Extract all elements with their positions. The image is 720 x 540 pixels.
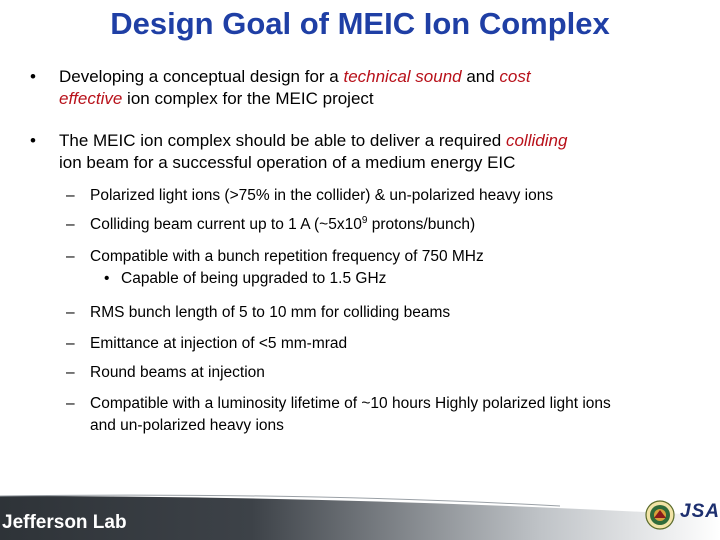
bullet-mark: • — [30, 131, 36, 150]
bullet-mark: • — [30, 67, 36, 86]
superscript: 9 — [361, 214, 368, 226]
bullet-line — [59, 66, 699, 88]
dash-mark: – — [66, 304, 75, 321]
dash-mark: – — [66, 335, 75, 352]
emphasis-text: cost — [499, 67, 531, 86]
sub-item-text: Polarized light ions (>75% in the collider) & un-polarized heavy ions — [90, 187, 554, 204]
doe-seal-icon — [645, 500, 675, 530]
bullet-line: and un-polarized heavy ions — [90, 417, 284, 434]
jefferson-lab-logo: Jefferson Lab — [2, 512, 127, 533]
sub-item-text: Emittance at injection of <5 mm-mrad — [90, 335, 348, 352]
sub-item-text: Capable of being upgraded to 1.5 GHz — [121, 270, 387, 287]
footer — [0, 476, 720, 540]
jsa-logo: JSA — [680, 501, 720, 522]
emphasis-text: colliding — [505, 131, 568, 150]
emphasis-text: technical sound — [343, 67, 462, 86]
bullet-mark: • — [104, 270, 110, 287]
sub-item-text — [90, 214, 702, 236]
dash-mark: – — [66, 216, 75, 233]
bullet-line — [59, 88, 699, 110]
dash-mark: – — [66, 364, 75, 381]
dash-mark: – — [66, 187, 75, 204]
dash-mark: – — [66, 248, 75, 265]
bullet-line — [59, 130, 699, 152]
bullet-text — [59, 66, 699, 110]
text-run: protons/bunch) — [367, 216, 476, 233]
dash-mark: – — [66, 395, 75, 412]
bullet-line: ion beam for a successful operation of a medium energy EIC — [59, 153, 516, 172]
text-run: and — [461, 67, 500, 86]
text-run: Colliding beam current up to 1 A (~5x10 — [90, 216, 362, 233]
text-run: The MEIC ion complex should be able to deliver a required — [59, 131, 506, 150]
sub-item-text: RMS bunch length of 5 to 10 mm for colliding beams — [90, 304, 451, 321]
sub-item-text — [90, 393, 702, 437]
sub-item-text: Compatible with a bunch repetition frequency of 750 MHz — [90, 248, 484, 265]
slide-title: Design Goal of MEIC Ion Complex — [110, 6, 610, 41]
text-run: ion complex for the MEIC project — [122, 89, 374, 108]
emphasis-text: effective — [59, 89, 123, 108]
bullet-text — [59, 130, 699, 174]
text-run: Developing a conceptual design for a — [59, 67, 344, 86]
bullet-line: Compatible with a luminosity lifetime of ~10 hours Highly polarized light ions — [90, 395, 611, 412]
sub-item-text: Round beams at injection — [90, 364, 265, 381]
